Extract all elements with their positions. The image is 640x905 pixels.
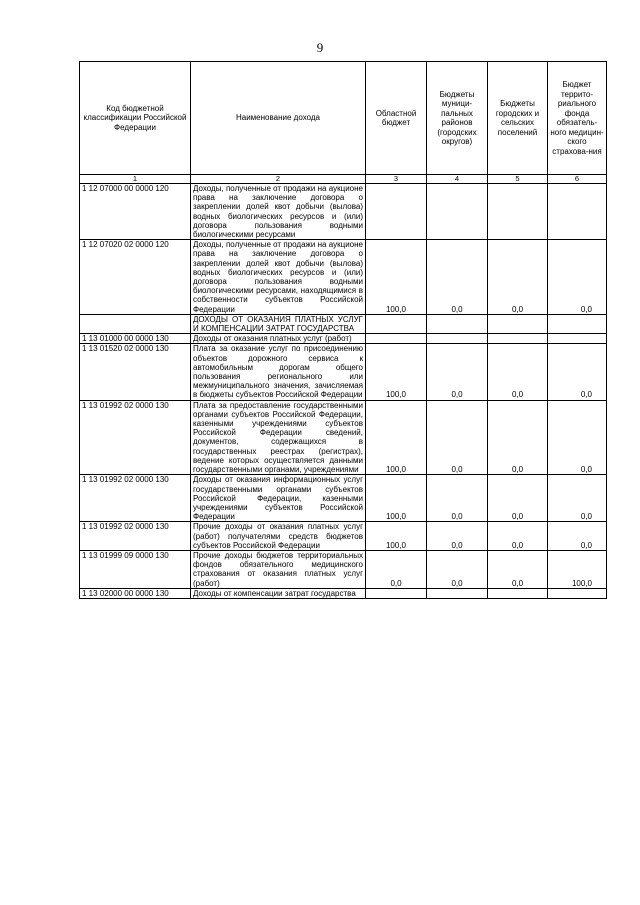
revenue-table [79, 61, 607, 599]
row-name: Прочие доходы бюджетов территориальных фондов обязательного медицинского страхования от оказания платных услуг (работ) [191, 550, 366, 588]
row-fund-value [548, 588, 607, 598]
row-fund-value: 100,0 [548, 550, 607, 588]
row-settlement-value [488, 588, 548, 598]
row-municipal-value: 0,0 [427, 550, 488, 588]
row-name: Доходы от оказания информационных услуг государственными органами субъектов Российской Федерации, казенными учреждениями субъектов Российской Федерации [191, 475, 366, 522]
page-number: 9 [316, 40, 324, 55]
row-fund-value [548, 334, 607, 344]
row-fund-value: 0,0 [548, 344, 607, 400]
header-municipal-budgets: Бюджеты муници-пальных районов (городских округов) [427, 62, 488, 175]
column-number: 4 [427, 175, 488, 184]
table-row [80, 550, 607, 588]
row-settlement-value: 0,0 [488, 550, 548, 588]
row-name: Плата за оказание услуг по присоединению объектов дорожного сервиса к автомобильным дорогам общего пользования регионального или межмуниципального значения, зачисляемая в бюджеты субъектов Российской Федерации [191, 344, 366, 400]
table-row [80, 184, 607, 240]
row-regional-value: 100,0 [366, 344, 427, 400]
table-row [80, 475, 607, 522]
table-row [80, 334, 607, 344]
row-municipal-value: 0,0 [427, 400, 488, 475]
row-settlement-value [488, 184, 548, 240]
column-number: 6 [548, 175, 607, 184]
row-municipal-value: 0,0 [427, 240, 488, 315]
column-number: 3 [366, 175, 427, 184]
header-medical-insurance-fund: Бюджет террито-риального фонда обязатель-ного медицин-ского страхова-ния [548, 62, 607, 175]
column-number: 5 [488, 175, 548, 184]
header-row [80, 62, 607, 175]
row-regional-value: 100,0 [366, 475, 427, 522]
row-code: 1 13 01000 00 0000 130 [80, 334, 191, 344]
table-row [80, 314, 607, 333]
row-regional-value: 0,0 [366, 550, 427, 588]
row-municipal-value [427, 314, 488, 333]
row-fund-value: 0,0 [548, 522, 607, 551]
row-municipal-value [427, 588, 488, 598]
row-name: Доходы от оказания платных услуг (работ) [191, 334, 366, 344]
row-regional-value [366, 334, 427, 344]
row-code: 1 13 01992 02 0000 130 [80, 400, 191, 475]
column-number: 2 [191, 175, 366, 184]
row-code: 1 12 07020 02 0000 120 [80, 240, 191, 315]
row-fund-value [548, 314, 607, 333]
row-code: 1 13 01992 02 0000 130 [80, 522, 191, 551]
row-settlement-value: 0,0 [488, 400, 548, 475]
row-fund-value: 0,0 [548, 240, 607, 315]
header-regional-budget: Областной бюджет [366, 62, 427, 175]
row-code: 1 13 02000 00 0000 130 [80, 588, 191, 598]
row-code [80, 314, 191, 333]
row-name: Доходы, полученные от продажи на аукционе права на заключение договора о закреплении долей квот добычи (вылова) водных биологических ресурсов и (или) договора пользования водными биологическими ресурсами [191, 184, 366, 240]
table-row [80, 400, 607, 475]
row-code: 1 12 07000 00 0000 120 [80, 184, 191, 240]
row-regional-value: 100,0 [366, 400, 427, 475]
row-municipal-value: 0,0 [427, 344, 488, 400]
header-code: Код бюджетной классификации Российской Федерации [80, 62, 191, 175]
row-regional-value: 100,0 [366, 240, 427, 315]
table-row [80, 588, 607, 598]
row-name: Доходы от компенсации затрат государства [191, 588, 366, 598]
column-number-row [80, 175, 607, 184]
row-fund-value: 0,0 [548, 475, 607, 522]
header-settlement-budgets: Бюджеты городских и сельских поселений [488, 62, 548, 175]
row-name: Плата за предоставление государственными органами субъектов Российской Федерации, казенными учреждениями субъектов Российской Федерации сведений, документов, содержащихся в государственных реестрах (регистрах), ведение которых осуществляется данными государственными органами, учреждениями [191, 400, 366, 475]
row-code: 1 13 01992 02 0000 130 [80, 475, 191, 522]
row-settlement-value [488, 334, 548, 344]
row-regional-value [366, 314, 427, 333]
row-name: ДОХОДЫ ОТ ОКАЗАНИЯ ПЛАТНЫХ УСЛУГ И КОМПЕНСАЦИИ ЗАТРАТ ГОСУДАРСТВА [191, 314, 366, 333]
row-fund-value: 0,0 [548, 400, 607, 475]
row-municipal-value [427, 184, 488, 240]
row-regional-value [366, 184, 427, 240]
row-municipal-value: 0,0 [427, 522, 488, 551]
table-row [80, 240, 607, 315]
row-regional-value [366, 588, 427, 598]
header-name: Наименование дохода [191, 62, 366, 175]
table-row [80, 522, 607, 551]
row-settlement-value: 0,0 [488, 522, 548, 551]
row-settlement-value [488, 314, 548, 333]
row-municipal-value [427, 334, 488, 344]
row-settlement-value: 0,0 [488, 240, 548, 315]
row-code: 1 13 01520 02 0000 130 [80, 344, 191, 400]
row-name: Доходы, полученные от продажи на аукционе права на заключение договора о закреплении долей квот добычи (вылова) водных биологических ресурсов и (или) договора пользования водными биологическими ресурсами, находящимися в собственности субъектов Российской Федерации [191, 240, 366, 315]
table-row [80, 344, 607, 400]
row-municipal-value: 0,0 [427, 475, 488, 522]
row-code: 1 13 01999 09 0000 130 [80, 550, 191, 588]
row-fund-value [548, 184, 607, 240]
column-number: 1 [80, 175, 191, 184]
row-regional-value: 100,0 [366, 522, 427, 551]
row-settlement-value: 0,0 [488, 475, 548, 522]
row-name: Прочие доходы от оказания платных услуг (работ) получателями средств бюджетов субъектов Российской Федерации [191, 522, 366, 551]
row-settlement-value: 0,0 [488, 344, 548, 400]
